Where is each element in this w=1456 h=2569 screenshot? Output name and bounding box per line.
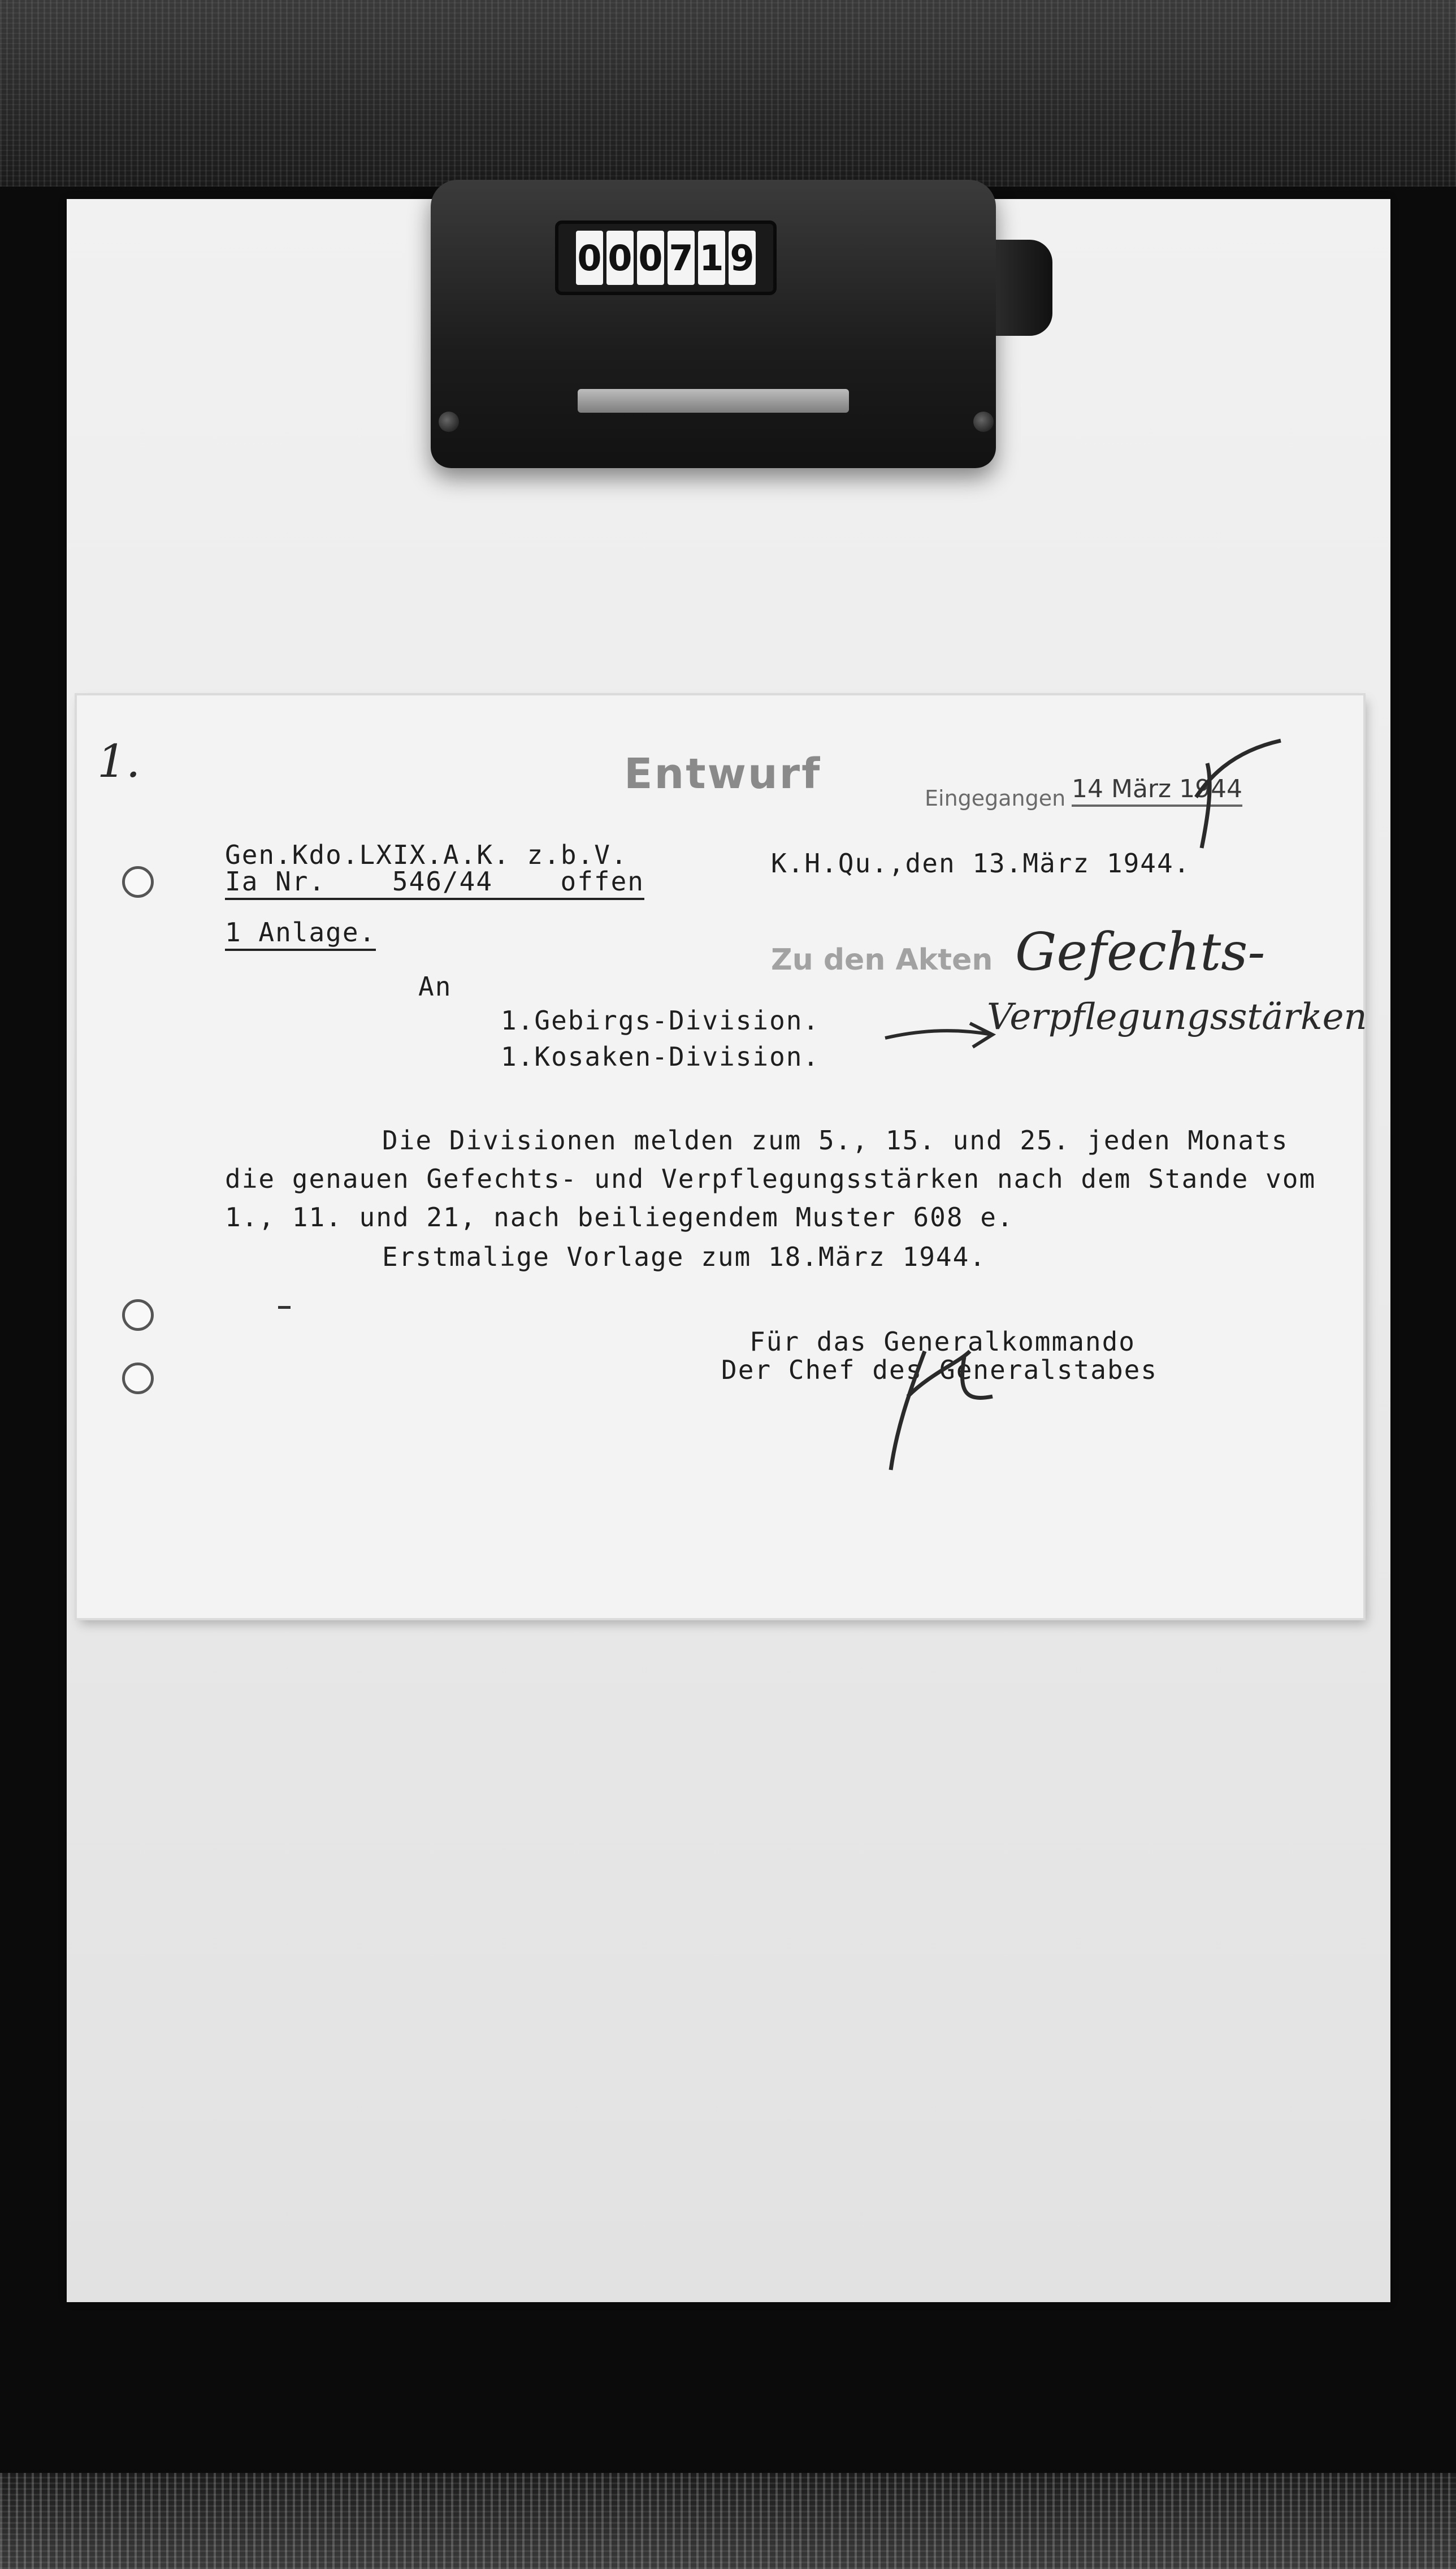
- film-edge-top: [0, 0, 1456, 187]
- sender-line-2-status: offen: [525, 866, 644, 900]
- attachments: 1 Anlage.: [225, 917, 376, 951]
- sender-line-2-prefix: Ia Nr.: [225, 866, 361, 900]
- margin-mark: 1.: [97, 735, 141, 788]
- screw-icon: [439, 412, 459, 432]
- closing-line-2: Der Chef des Generalstabes: [721, 1355, 1158, 1385]
- counter-digit: 1: [698, 231, 725, 285]
- counter-digit: 0: [637, 231, 664, 285]
- letter-sheet: [77, 695, 1367, 1618]
- counter-digit: 7: [668, 231, 695, 285]
- body-line-3: 1., 11. und 21, nach beiliegendem Muster 608 e.: [225, 1202, 1014, 1232]
- received-stamp-label: Eingegangen: [925, 786, 1066, 811]
- to-label: An: [418, 971, 452, 1002]
- body-line-4: Erstmalige Vorlage zum 18.März 1944.: [382, 1242, 986, 1272]
- counter-knob: [996, 240, 1052, 336]
- file-note-line-2: Verpflegungsstärken: [987, 996, 1367, 1038]
- film-edge-bottom: [0, 2473, 1456, 2569]
- sender-line-1: Gen.Kdo.LXIX.A.K. z.b.V.: [225, 840, 628, 870]
- body-line-2: die genauen Gefechts- und Verpflegungsstärken nach dem Stande vom: [225, 1164, 1316, 1194]
- body-line-1: Die Divisionen melden zum 5., 15. und 25. jeden Monats: [382, 1125, 1289, 1156]
- place-date: K.H.Qu.,den 13.März 1944.: [771, 848, 1191, 879]
- file-note-arrow: [885, 1023, 993, 1047]
- frame-counter-device: [431, 180, 996, 468]
- handwritten-strokes: [77, 695, 1363, 1618]
- counter-display: [555, 220, 777, 295]
- counter-digit: 0: [576, 231, 603, 285]
- draft-stamp: Entwurf: [624, 750, 822, 798]
- file-stamp: Zu den Akten: [771, 943, 993, 977]
- received-stamp-date: 14 März 1944: [1072, 775, 1242, 807]
- closing-line-1: Für das Generalkommando: [749, 1326, 1136, 1357]
- file-note-line-1: Gefechts-: [1015, 922, 1266, 982]
- screw-icon: [973, 412, 994, 432]
- counter-digit: 9: [729, 231, 756, 285]
- recipient-1: 1.Gebirgs-Division.: [501, 1005, 820, 1036]
- recipient-2: 1.Kosaken-Division.: [501, 1041, 820, 1072]
- counter-digit: 0: [606, 231, 634, 285]
- signature-initials: [891, 1351, 993, 1470]
- check-mark: [1196, 741, 1281, 848]
- counter-plate: [578, 389, 849, 413]
- sender-line-2-number: 546/44: [361, 866, 525, 900]
